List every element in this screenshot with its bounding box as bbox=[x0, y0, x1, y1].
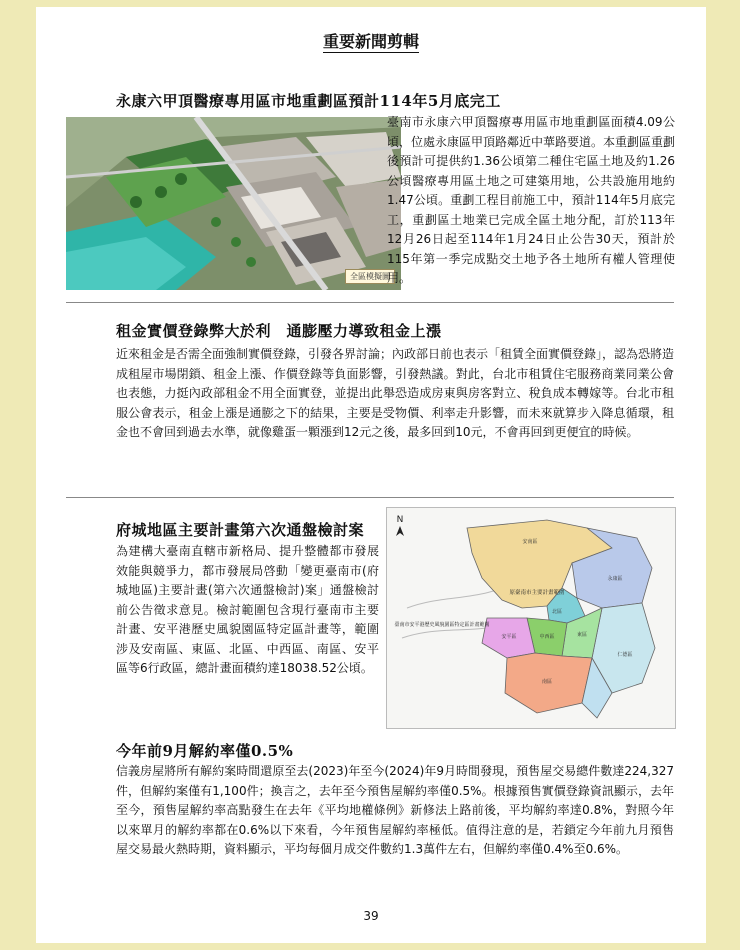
aerial-rendering-illustration bbox=[66, 117, 401, 290]
map-label-main: 原臺南市主要計畫範圍 bbox=[509, 590, 565, 596]
page-number: 39 bbox=[363, 909, 379, 923]
district-label: 南區 bbox=[541, 679, 553, 685]
article2-title: 租金實價登錄弊大於利 通膨壓力導致租金上漲 bbox=[116, 322, 442, 340]
page-title: 重要新聞剪輯 bbox=[322, 32, 419, 51]
article2-body: 近來租金是否需全面強制實價登錄，引發各界討論；內政部日前也表示「租賃全面實價登錄」，認為恐將造成租屋市場閉鎖、租金上漲、作價登錄等負面影響，引發熱議。對此，台北市租賃住宅服務商業同業公會也表態，力挺內政部租金不用全面實登，並提出此舉恐造成房東與房客對立、稅負成本轉嫁等。台北市租服公會表示，租金上漲是通膨之下的結果，主要是受物價、利率走升影響，而未來就算步入降息循環，租金也不會回到過去水準，就像雞蛋一顆漲到12元之後，最多回到10元，不會再回到更便宜的時候。 bbox=[116, 347, 675, 439]
article4-title: 今年前9月解約率僅0.5% bbox=[116, 742, 294, 760]
district-label: 永康區 bbox=[607, 576, 623, 582]
page bbox=[36, 7, 706, 943]
article1-body: 臺南市永康六甲頂醫療專用區市地重劃區面積4.09公頃，位處永康區甲頂路鄰近中華路要道。本重劃區重劃後預計可提供約1.36公頃第二種住宅區土地及約1.26公頃醫療專用區土地之可建築用地，公共設施用地約1.47公頃。重劃工程目前施工中，預計114年5月底完工，重劃區土地業已完成全區土地分配，訂於113年12月26日起至114年1月24日止公告30天，預計於115年第一季完成點交土地予各土地所有權人管理使用。 bbox=[387, 115, 676, 285]
planning-map bbox=[386, 507, 676, 729]
article4-body: 信義房屋將所有解約案時間還原至去(2023)年至今(2024)年9月時間發現，預售屋交易總件數達224,327件，但解約案僅有1,100件；換言之，去年至今預售屋解約率僅0.5%。根據預售實價登錄資訊顯示，去年至今，預售屋解約率高點發生在去年《平均地權條例》新修法上路前後，平均解約率達0.8%，對照今年以來單月的解約率都在0.6%以下來看，今年預售屋解約率極低。值得注意的是，若鎖定今年前九月預售屋交易最火熱時期，資料顯示，平均每個月成交件數約1.3萬件左右，但解約率僅0.4%至0.6%。 bbox=[116, 764, 674, 856]
north-arrow-label: N bbox=[396, 515, 404, 525]
aerial-rendering-image bbox=[66, 117, 401, 290]
district-label: 北區 bbox=[551, 609, 563, 615]
article3-title: 府城地區主要計畫第六次通盤檢討案 bbox=[116, 521, 365, 539]
image-caption: 全區模擬圖 bbox=[345, 269, 395, 284]
district-label: 安南區 bbox=[522, 539, 538, 545]
district-label: 東區 bbox=[576, 632, 588, 638]
article3-body: 為建構大臺南直轄市新格局、提升整體都市發展效能與競爭力，都市發展局啓動「變更臺南市(府城地區)主要計畫(第六次通盤檢討)案」通盤檢討前公告徵求意見。檢討範圍包含現行臺南市主要計畫、安平港歷史風貌園區特定區計畫等，範圍涉及安南區、東區、北區、中西區、南區、安平區等6行政區，總計畫面積約達18038.52公頃。 bbox=[116, 544, 379, 675]
district-label: 安平區 bbox=[501, 634, 517, 640]
district-label: 中西區 bbox=[539, 634, 555, 640]
north-arrow-icon bbox=[396, 526, 404, 536]
divider-1 bbox=[66, 302, 674, 303]
map-label-anping: 臺南市安平港歷史風貌園區特定區計畫範圍 bbox=[394, 622, 490, 628]
district-map-illustration bbox=[387, 508, 675, 728]
divider-2 bbox=[66, 497, 674, 498]
district-label: 仁德區 bbox=[617, 652, 633, 658]
article1-title: 永康六甲頂醫療專用區市地重劃區預計114年5月底完工 bbox=[116, 92, 501, 110]
